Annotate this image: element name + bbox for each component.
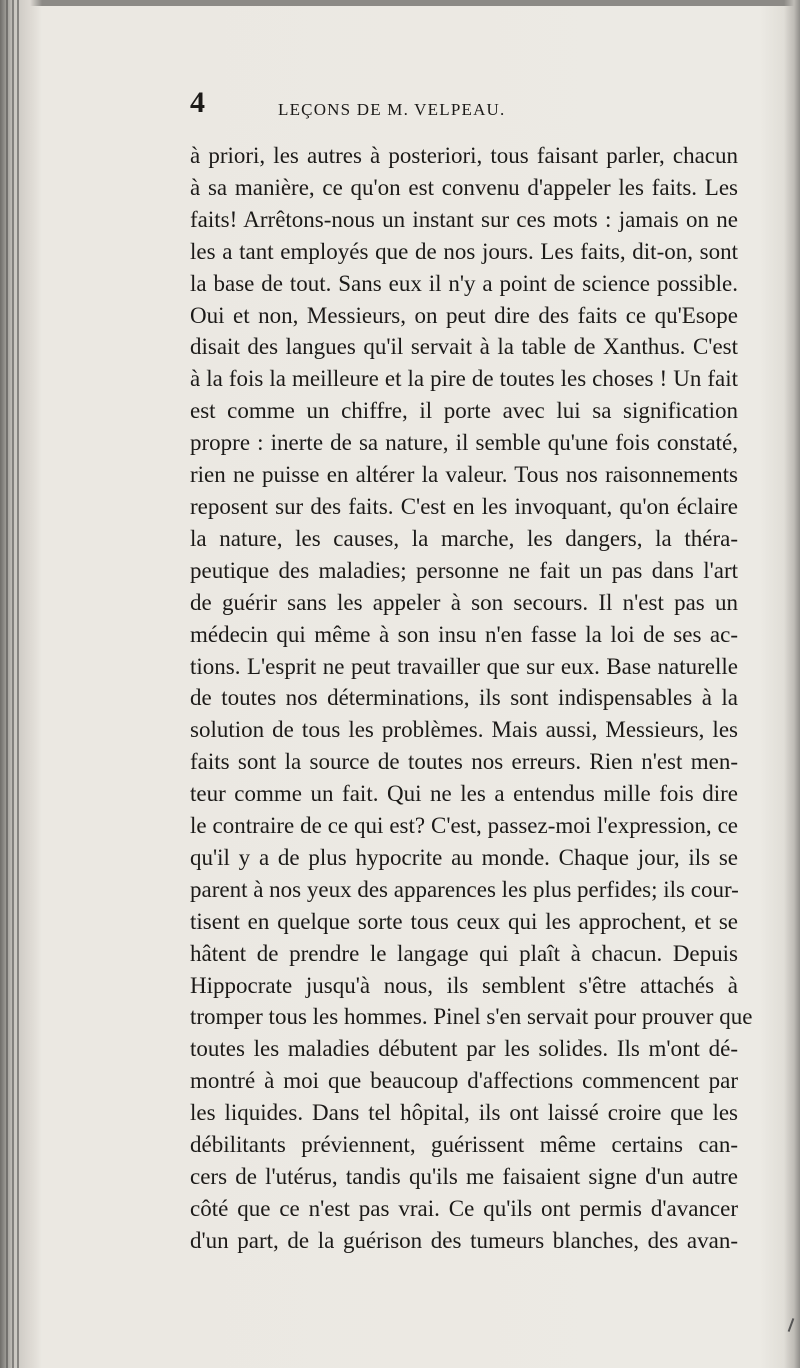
running-head: LEÇONS DE M. VELPEAU.	[278, 100, 506, 119]
page-header	[190, 86, 730, 132]
text-line: peutique des maladies; personne ne fait un pas dans l'art	[190, 557, 738, 583]
page-top-edge	[0, 0, 800, 6]
text-line: débilitants préviennent, guérissent même certains can-	[190, 1132, 738, 1158]
text-line: disait des langues qu'il servait à la table de Xanthus. C'est	[190, 334, 738, 360]
text-line: Hippocrate jusqu'à nous, ils semblent s'être attachés à	[190, 972, 738, 998]
binding-gutter	[0, 0, 42, 1368]
text-line: cers de l'utérus, tandis qu'ils me faisaient signe d'un autre	[190, 1164, 738, 1189]
text-line: montré à moi que beaucoup d'affections commencent par	[190, 1068, 738, 1094]
text-line: Oui et non, Messieurs, on peut dire des faits ce qu'Esope	[190, 302, 738, 328]
text-line: qu'il y a de plus hypocrite au monde. Chaque jour, ils se	[190, 844, 738, 870]
text-line: faits! Arrêtons-nous un instant sur ces mots : jamais on ne	[190, 206, 738, 232]
text-line: à la fois la meilleure et la pire de toutes les choses ! Un fait	[190, 366, 738, 392]
text-line: de toutes nos déterminations, ils sont indispensables à la	[190, 685, 738, 711]
text-line: le contraire de ce qui est? C'est, passez-moi l'expression, ce	[190, 813, 738, 839]
text-line: toutes les maladies débutent par les solides. Ils m'ont dé-	[190, 1036, 738, 1062]
text-line: à priori, les autres à posteriori, tous faisant parler, chacun	[190, 143, 738, 168]
text-line: médecin qui même à son insu n'en fasse la loi de ses ac-	[190, 621, 738, 647]
gutter-line	[6, 0, 8, 1368]
text-line: tisent en quelque sorte tous ceux qui les approchent, et se	[190, 908, 738, 934]
text-line: propre : inerte de sa nature, il semble qu'une fois constaté,	[190, 430, 738, 456]
text-line: la nature, les causes, la marche, les dangers, la théra-	[190, 525, 738, 551]
text-line: teur comme un fait. Qui ne les a entendus mille fois dire	[190, 781, 738, 807]
text-line: côté que ce n'est pas vrai. Ce qu'ils ont permis d'avancer	[190, 1195, 738, 1221]
gutter-line	[17, 0, 19, 1368]
text-line: reposent sur des faits. C'est en les invoquant, qu'on éclaire	[190, 493, 738, 519]
text-line: tions. L'esprit ne peut travailler que sur eux. Base naturelle	[190, 653, 738, 679]
text-line: est comme un chiffre, il porte avec lui sa signification	[190, 398, 738, 424]
text-line: faits sont la source de toutes nos erreurs. Rien n'est men-	[190, 749, 738, 775]
text-line: parent à nos yeux des apparences les plus perfides; ils cour-	[190, 876, 739, 902]
gutter-line	[12, 0, 14, 1368]
text-line: d'un part, de la guérison des tumeurs blanches, des avan-	[190, 1227, 738, 1253]
text-line: les a tant employés que de nos jours. Les faits, dit-on, sont	[190, 238, 738, 264]
text-line: les liquides. Dans tel hôpital, ils ont laissé croire que les	[190, 1100, 738, 1126]
text-line: hâtent de prendre le langage qui plaît à chacun. Depuis	[190, 940, 738, 966]
page-number: 4	[190, 86, 205, 119]
text-line: la base de tout. Sans eux il n'y a point de science possible.	[190, 270, 738, 296]
text-line: solution de tous les problèmes. Mais aussi, Messieurs, les	[190, 717, 738, 743]
page-right-edge	[784, 0, 800, 1368]
text-line: tromper tous les hommes. Pinel s'en servait pour prouver que	[190, 1004, 753, 1030]
text-line: à sa manière, ce qu'on est convenu d'appeler les faits. Les	[190, 174, 738, 200]
text-line: de guérir sans les appeler à son secours. Il n'est pas un	[190, 589, 738, 615]
body-text	[190, 140, 753, 1257]
text-line: rien ne puisse en altérer la valeur. Tous nos raisonnements	[190, 462, 738, 488]
